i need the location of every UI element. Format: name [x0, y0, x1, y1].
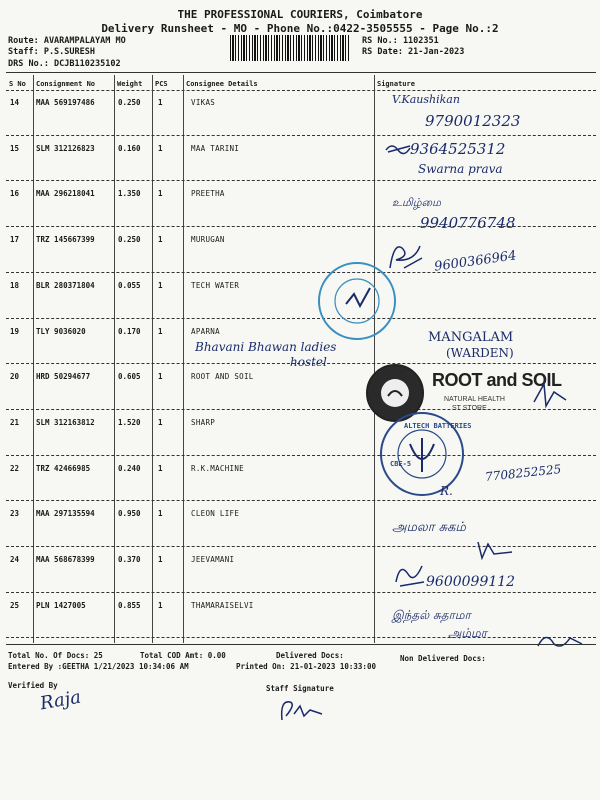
column-divider: [152, 75, 153, 643]
signature-row16-name: உமிழ்மை: [392, 196, 441, 209]
row-consignment-no: MAA 569197486: [36, 98, 95, 107]
row-consignment-no: TLY 9036020: [36, 327, 86, 336]
row-sno: 21: [10, 418, 20, 427]
staff-label: Staff: P.S.SURESH: [8, 47, 95, 57]
row-weight: 0.950: [118, 509, 141, 518]
techwater-company-seal: [318, 262, 396, 340]
row-sno: 15: [10, 144, 20, 153]
altech-seal-text: ALTECH BATTERIES: [404, 422, 472, 430]
staff-signature-label: Staff Signature: [266, 684, 334, 693]
signature-row25-scribble: [536, 630, 586, 652]
row-pcs: 1: [158, 601, 163, 610]
col-header-pcs: PCS: [155, 80, 168, 88]
row-pcs: 1: [158, 235, 163, 244]
row-divider: [6, 180, 596, 181]
row-sno: 24: [10, 555, 20, 564]
total-docs: Total No. Of Docs: 25: [8, 651, 103, 660]
row-weight: 0.605: [118, 372, 141, 381]
row-divider: [6, 409, 596, 410]
row-sno: 18: [10, 281, 20, 290]
row19-note-line2: hostel: [290, 355, 327, 369]
row-weight: 0.160: [118, 144, 141, 153]
row-divider: [6, 272, 596, 273]
drs-number: DRS No.: DCJB110235102: [8, 59, 121, 69]
signature-row23-scribble: [476, 538, 516, 560]
row-pcs: 1: [158, 555, 163, 564]
row-sno: 20: [10, 372, 20, 381]
row-consignee-name: JEEVAMANI: [191, 555, 235, 564]
row-consignment-no: MAA 296218041: [36, 189, 95, 198]
row-consignment-no: SLM 312163812: [36, 418, 95, 427]
row-weight: 1.520: [118, 418, 141, 427]
staff-signature-scribble: [276, 696, 326, 726]
non-delivered-docs: Non Delivered Docs:: [400, 654, 486, 663]
col-header-sno: S No: [9, 80, 26, 88]
row-weight: 0.055: [118, 281, 141, 290]
row-pcs: 1: [158, 98, 163, 107]
signature-row14-phone: 9790012323: [425, 112, 521, 130]
printed-on: Printed On: 21-01-2023 10:33:00: [236, 662, 376, 671]
row-consignee-name: MURUGAN: [191, 235, 225, 244]
table-top-border: [6, 72, 596, 73]
row-consignment-no: TRZ 42466985: [36, 464, 91, 473]
row-consignee-name: APARNA: [191, 327, 220, 336]
row-divider: [6, 135, 596, 136]
col-header-consignment: Consignment No: [36, 80, 96, 88]
signature-row24-scribble: [392, 560, 428, 590]
row-divider: [6, 500, 596, 501]
row-sno: 14: [10, 98, 20, 107]
verified-by-signature: Raja: [38, 686, 83, 715]
row-pcs: 1: [158, 418, 163, 427]
row-consignment-no: BLR 280371804: [36, 281, 95, 290]
row-pcs: 1: [158, 281, 163, 290]
row-weight: 0.370: [118, 555, 141, 564]
signature-row19-name: MANGALAM: [428, 330, 514, 345]
signature-row20-scribble: [532, 380, 572, 410]
footer-divider: [6, 644, 596, 645]
signature-row17-phone: 9600366964: [433, 248, 518, 275]
row-consignee-name: MAA TARINI: [191, 144, 240, 153]
row-consignment-no: PLN 1427005: [36, 601, 86, 610]
signature-row25-relation: அம்மா: [448, 626, 487, 640]
row-consignee-name: THAMARAISELVI: [191, 601, 254, 610]
runsheet-title: Delivery Runsheet - MO - Phone No.:0422-3505555 - Page No.:2: [101, 22, 499, 35]
row-divider: [6, 455, 596, 456]
row-sno: 17: [10, 235, 20, 244]
row-consignee-name: TECH WATER: [191, 281, 240, 290]
header-divider: [6, 90, 596, 91]
row-consignee-name: VIKAS: [191, 98, 216, 107]
route-label: Route: AVARAMPALAYAM MO: [8, 36, 126, 46]
rs-number: RS No.: 1102351: [362, 36, 439, 46]
root-and-soil-brand: ROOT and SOIL: [432, 370, 562, 390]
signature-row15-name: Swarna prava: [418, 162, 503, 176]
row-divider: [6, 592, 596, 593]
barcode: [230, 35, 350, 61]
row-weight: 0.855: [118, 601, 141, 610]
row-pcs: 1: [158, 144, 163, 153]
row-consignee-name: R.K.MACHINE: [191, 464, 244, 473]
row-consignment-no: TRZ 145667399: [36, 235, 95, 244]
row-sno: 16: [10, 189, 20, 198]
signature-row24-phone: 9600099112: [426, 574, 516, 590]
row-weight: 0.170: [118, 327, 141, 336]
row-pcs: 1: [158, 372, 163, 381]
signature-row23-name: அமலா சுகம்: [392, 520, 466, 535]
row-consignee-name: PREETHA: [191, 189, 225, 198]
column-divider: [33, 75, 34, 643]
row-sno: 19: [10, 327, 20, 336]
column-divider: [374, 75, 375, 643]
column-divider: [183, 75, 184, 643]
col-header-weight: Weight: [117, 80, 143, 88]
row-consignment-no: MAA 568678399: [36, 555, 95, 564]
row19-note-line1: Bhavani Bhawan ladies: [195, 340, 337, 354]
row-divider: [6, 318, 596, 319]
row-consignee-name: CLEON LIFE: [191, 509, 240, 518]
row-weight: 1.350: [118, 189, 141, 198]
row-pcs: 1: [158, 189, 163, 198]
signature-row22-initials: R.: [440, 484, 453, 498]
signature-row15-phone: 9364525312: [410, 140, 506, 158]
signature-row19-role: (WARDEN): [446, 346, 514, 360]
row-consignment-no: SLM 312126823: [36, 144, 95, 153]
rs-date: RS Date: 21-Jan-2023: [362, 47, 465, 57]
signature-row14-name: V.Kaushikan: [392, 93, 460, 106]
row-pcs: 1: [158, 509, 163, 518]
altech-seal-code: CBE-5: [390, 460, 412, 468]
company-name: THE PROFESSIONAL COURIERS, Coimbatore: [177, 8, 423, 21]
row-pcs: 1: [158, 327, 163, 336]
row-sno: 25: [10, 601, 20, 610]
signature-row16-phone: 9940776748: [420, 214, 516, 232]
row-weight: 0.250: [118, 98, 141, 107]
row-consignment-no: MAA 297135594: [36, 509, 95, 518]
row-consignee-name: ROOT AND SOIL: [191, 372, 254, 381]
row-consignee-name: SHARP: [191, 418, 216, 427]
row-divider: [6, 637, 596, 638]
signature-row22-phone: 7708252525: [484, 462, 562, 484]
row-weight: 0.240: [118, 464, 141, 473]
row-sno: 23: [10, 509, 20, 518]
row-sno: 22: [10, 464, 20, 473]
col-header-signature: Signature: [377, 80, 415, 88]
column-divider: [114, 75, 115, 643]
col-header-consignee: Consignee Details: [186, 80, 258, 88]
verified-by-label: Verified By: [8, 681, 58, 690]
root-and-soil-store: ST STORE: [452, 405, 487, 412]
entered-by: Entered By :GEETHA 1/21/2023 10:34:06 AM: [8, 662, 189, 671]
signature-row25-name: இந்தல் சுதாமா: [392, 608, 471, 622]
delivered-docs: Delivered Docs:: [276, 651, 344, 660]
total-cod: Total COD Amt: 0.00: [140, 651, 226, 660]
root-and-soil-tagline: NATURAL HEALTH: [444, 396, 505, 403]
row-consignment-no: HRD 50294677: [36, 372, 91, 381]
row-weight: 0.250: [118, 235, 141, 244]
row-pcs: 1: [158, 464, 163, 473]
